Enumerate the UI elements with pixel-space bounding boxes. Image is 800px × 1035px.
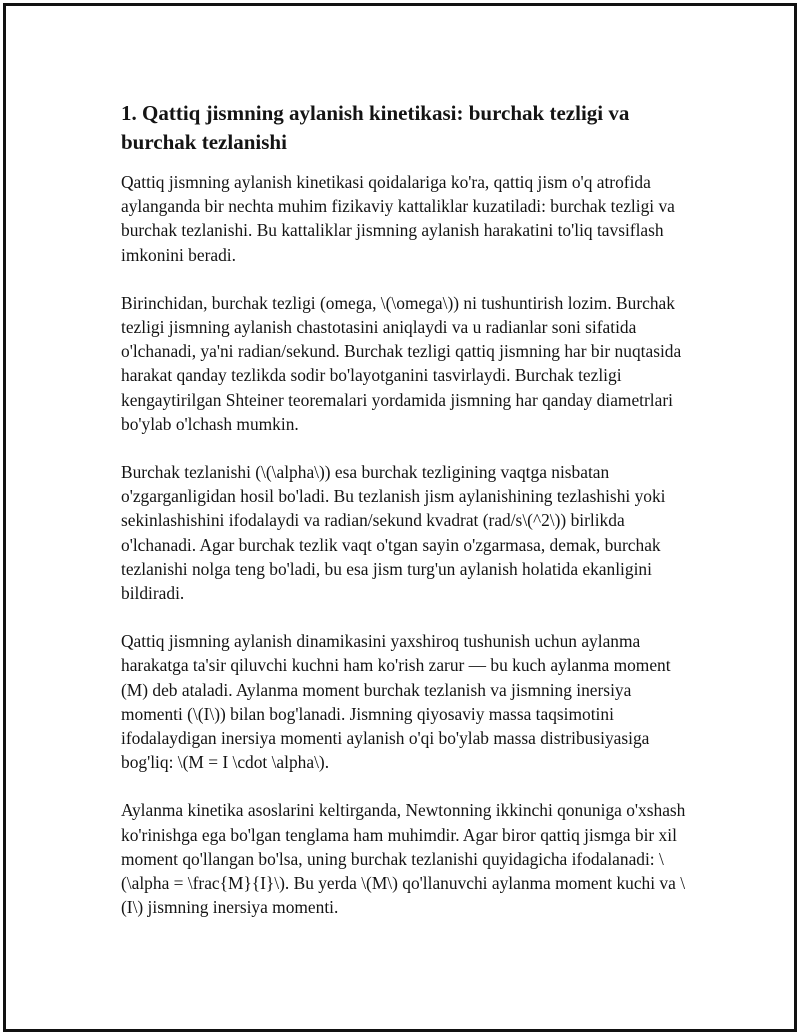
document-body bbox=[121, 99, 691, 943]
paragraph-1: Qattiq jismning aylanish kinetikasi qoidalariga ko'ra, qattiq jism o'q atrofida aylanganda bir nechta muhim fizikaviy kattaliklar kuzatiladi: burchak tezligi va burchak tezlanishi. Bu kattaliklar jismning aylanish harakatini to'liq tavsiflash imkonini beradi. bbox=[121, 172, 675, 265]
paragraph-4: Qattiq jismning aylanish dinamikasini yaxshiroq tushunish uchun aylanma harakatga ta'sir qiluvchi kuchni ham ko'rish zarur — bu kuch aylanma moment (M) deb ataladi. Aylanma moment burchak tezlanish va jismning inersiya momenti (\(I\)) bilan bog'lanadi. Jismning qiyosaviy massa taqsimotini ifodalaydigan inersiya momenti aylanish o'qi bo'ylab massa distribusiyasiga bog'liq: \(M = I \cdot \alpha\). bbox=[121, 631, 671, 773]
paragraph-5: Aylanma kinetika asoslarini keltirganda, Newtonning ikkinchi qonuniga o'xshash ko'rinishga ega bo'lgan tenglama ham muhimdir. Agar biror qattiq jismga bir xil moment qo'llangan bo'lsa, uning burchak tezlanishi quyidagicha ifodalanadi: \(\alpha = \frac{M}{I}\). Bu yerda \(M\) qo'llanuvchi aylanma moment kuchi va \(I\) jismning inersiya momenti. bbox=[121, 800, 686, 918]
document-title: 1. Qattiq jismning aylanish kinetikasi: burchak tezligi va burchak tezlanishi bbox=[121, 101, 630, 154]
paragraph-3: Burchak tezlanishi (\(\alpha\)) esa burchak tezligining vaqtga nisbatan o'zgarganligidan hosil bo'ladi. Bu tezlanish jism aylanishining tezlashishi yoki sekinlashishini ifodalaydi va radian/sekund kvadrat (rad/s\(^2\)) birlikda o'lchanadi. Agar burchak tezlik vaqt o'tgan sayin o'zgarmasa, demak, burchak tezlanishi nolga teng bo'ladi, bu esa jism turg'un aylanish holatida ekanligini bildiradi. bbox=[121, 462, 666, 604]
paragraph-2: Birinchidan, burchak tezligi (omega, \(\omega\)) ni tushuntirish lozim. Burchak tezligi jismning aylanish chastotasini aniqlaydi va u radianlar soni sifatida o'lchanadi, ya'ni radian/sekund. Burchak tezligi qattiq jismning har bir nuqtasida harakat qanday tezlikda sodir bo'layotganini tasvirlaydi. Burchak tezligi kengaytirilgan Shteiner teoremalari yordamida jismning har qanday diametrlari bo'ylab o'lchash mumkin. bbox=[121, 292, 682, 434]
page-frame bbox=[3, 3, 797, 1032]
